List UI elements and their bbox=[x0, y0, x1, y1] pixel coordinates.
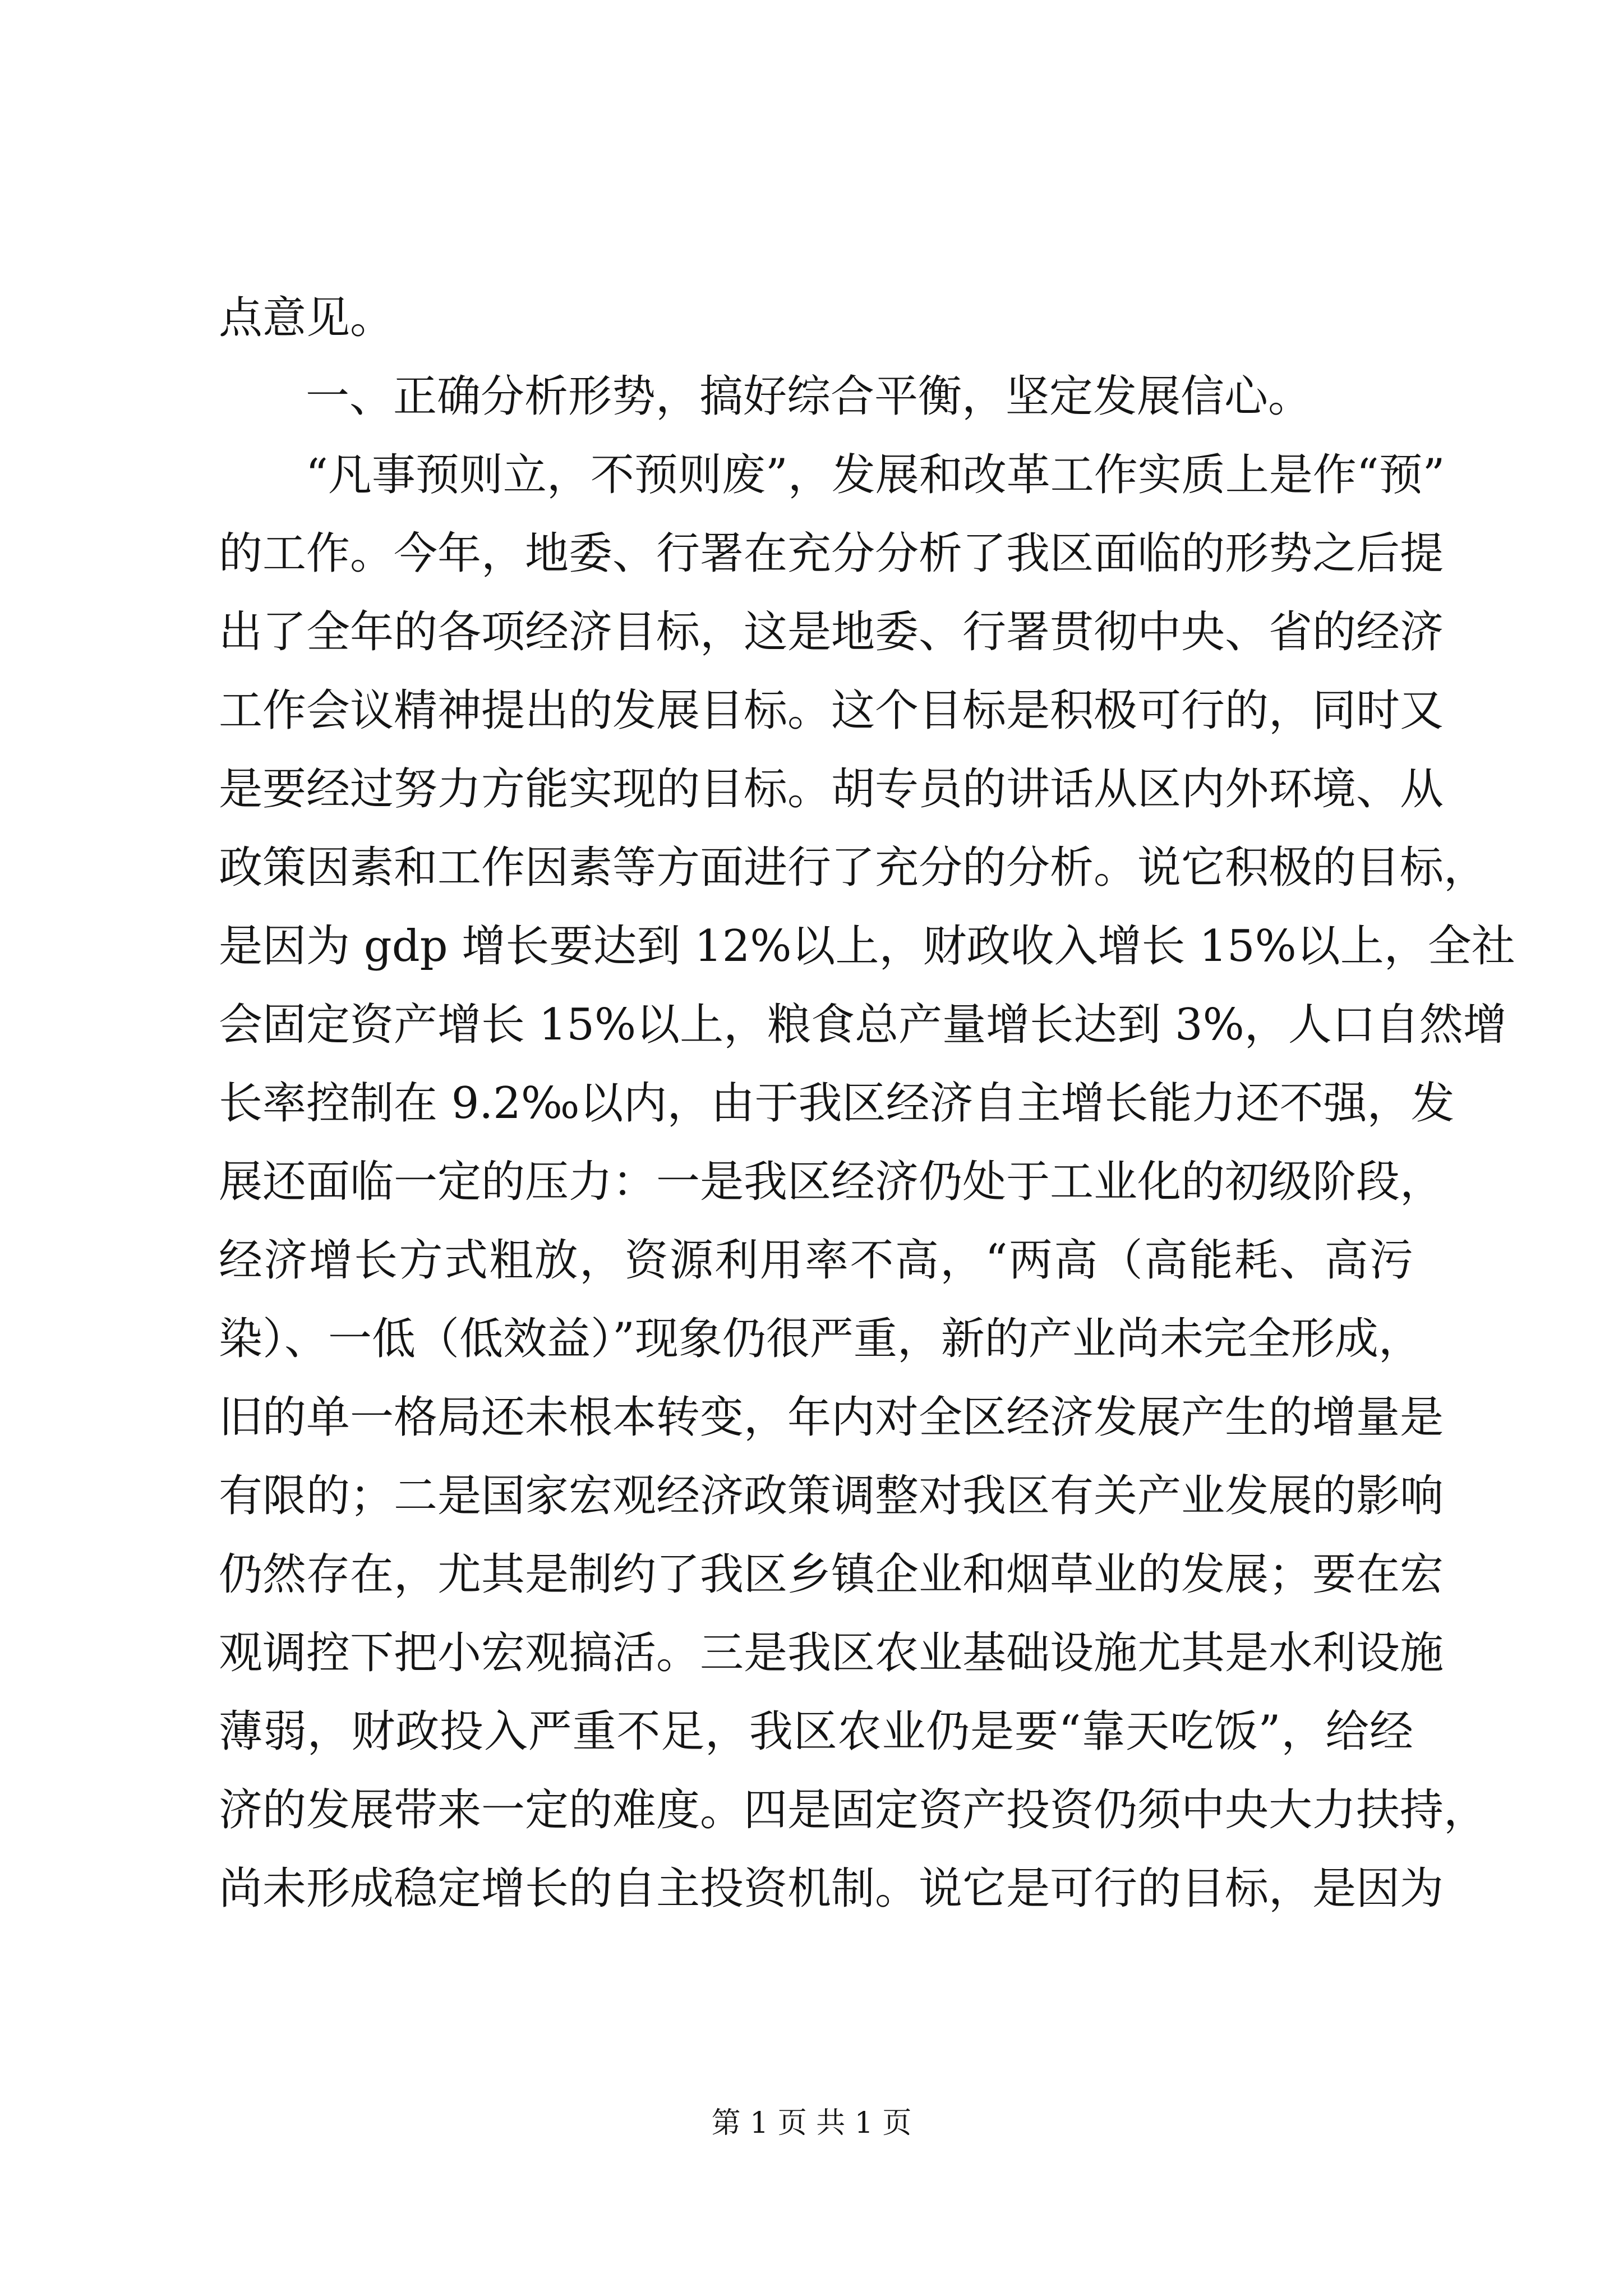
text-line: 济的发展带来一定的难度。四是固定资产投资仍须中央大力扶持， bbox=[219, 1785, 1488, 1835]
text-line: 旧的单一格局还未根本转变，年内对全区经济发展产生的增量是 bbox=[219, 1392, 1444, 1443]
text-line: 会固定资产增长 15%以上，粮食总产量增长达到 3%，人口自然增 bbox=[219, 1000, 1507, 1050]
text-line: “凡事预则立，不预则废”，发展和改革工作实质上是作“预” bbox=[306, 450, 1445, 500]
text-line: 经济增长方式粗放，资源利用率不高，“两高（高能耗、高污 bbox=[219, 1235, 1413, 1286]
text-line: 薄弱，财政投入严重不足，我区农业仍是要“靠天吃饭”，给经 bbox=[219, 1706, 1413, 1757]
text-line: 点意见。 bbox=[219, 293, 394, 343]
text-line: 政策因素和工作因素等方面进行了充分的分析。说它积极的目标， bbox=[219, 843, 1488, 893]
text-line: 展还面临一定的压力：一是我区经济仍处于工业化的初级阶段， bbox=[219, 1157, 1444, 1207]
text-line: 出了全年的各项经济目标，这是地委、行署贯彻中央、省的经济 bbox=[219, 607, 1444, 657]
text-line: 有限的；二是国家宏观经济政策调整对我区有关产业发展的影响 bbox=[219, 1471, 1444, 1521]
text-line: 尚未形成稳定增长的自主投资机制。说它是可行的目标，是因为 bbox=[219, 1864, 1444, 1914]
section-heading: 一、正确分析形势，搞好综合平衡，坚定发展信心。 bbox=[306, 371, 1312, 422]
text-line: 染）、一低（低效益）”现象仍很严重，新的产业尚未完全形成， bbox=[219, 1314, 1422, 1364]
page-number-footer: 第 1 页 共 1 页 bbox=[711, 2106, 912, 2140]
text-line: 观调控下把小宏观搞活。三是我区农业基础设施尤其是水利设施 bbox=[219, 1628, 1444, 1678]
text-line: 工作会议精神提出的发展目标。这个目标是积极可行的，同时又 bbox=[219, 685, 1444, 736]
text-line: 的工作。今年，地委、行署在充分分析了我区面临的形势之后提 bbox=[219, 528, 1444, 579]
text-line: 是因为 gdp 增长要达到 12%以上，财政收入增长 15%以上，全社 bbox=[219, 921, 1515, 972]
text-line: 仍然存在，尤其是制约了我区乡镇企业和烟草业的发展；要在宏 bbox=[219, 1549, 1444, 1600]
text-line: 长率控制在 9.2‰以内，由于我区经济自主增长能力还不强，发 bbox=[219, 1078, 1455, 1129]
text-line: 是要经过努力方能实现的目标。胡专员的讲话从区内外环境、从 bbox=[219, 764, 1444, 815]
